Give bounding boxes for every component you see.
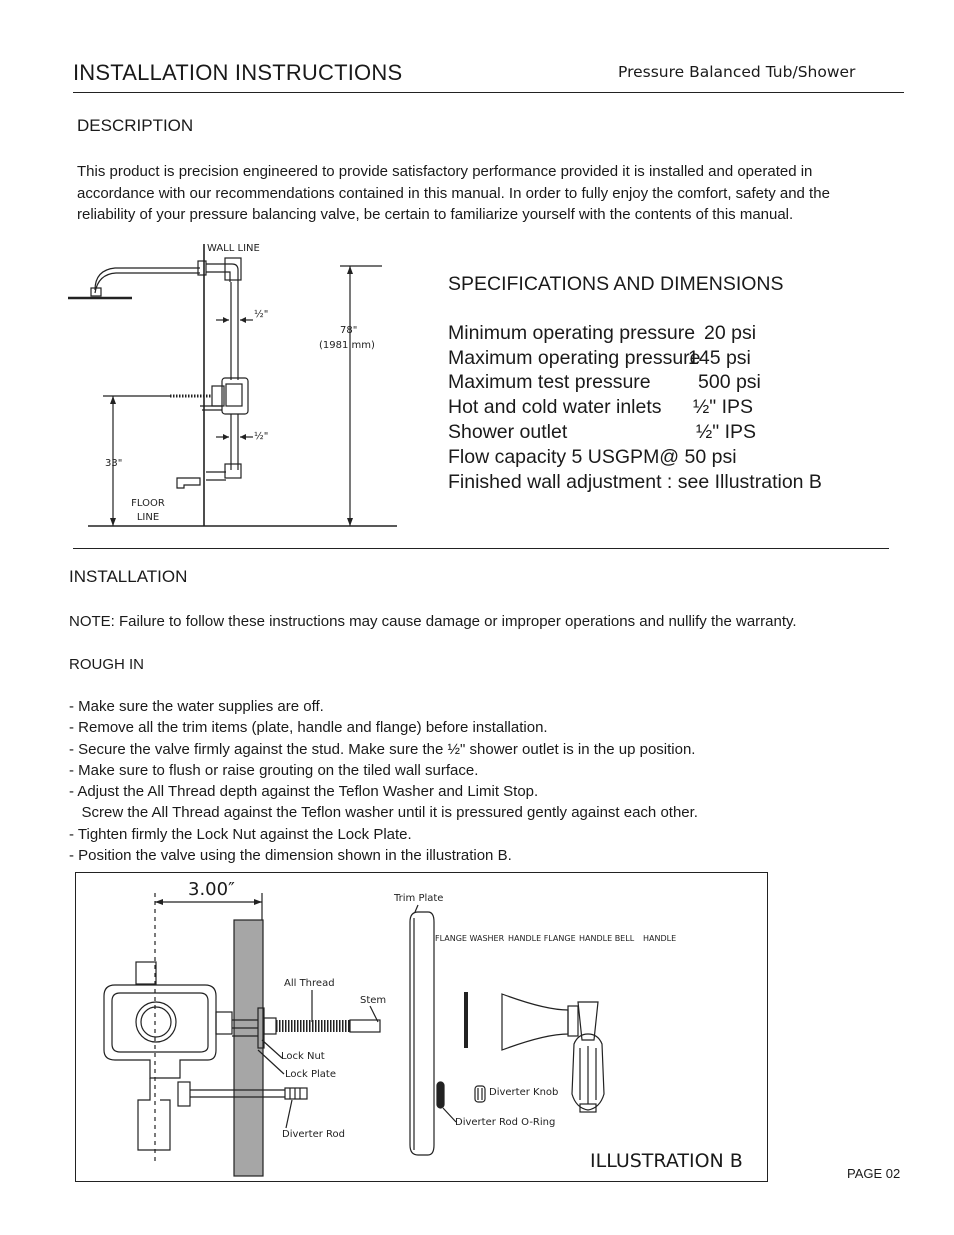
description-line: This product is precision engineered to provide satisfactory performance provided it is installed and operated in bbox=[77, 163, 813, 180]
list-item: - Tighten firmly the Lock Nut against the Lock Plate. bbox=[69, 825, 412, 843]
diverter-rod-oring-label: Diverter Rod O-Ring bbox=[455, 1117, 556, 1128]
rough-in-heading: ROUGH IN bbox=[69, 656, 144, 673]
half-inch-top-label: ½" bbox=[254, 309, 269, 320]
installation-note: NOTE: Failure to follow these instructions may cause damage or improper operations and nullify the warranty. bbox=[69, 613, 797, 630]
height-mm-label: (1981 mm) bbox=[319, 340, 375, 351]
half-inch-bottom-label: ½" bbox=[254, 431, 269, 442]
lock-plate-label: Lock Plate bbox=[285, 1069, 336, 1080]
list-item: - Remove all the trim items (plate, handle and flange) before installation. bbox=[69, 719, 548, 737]
all-thread-label: All Thread bbox=[284, 978, 335, 989]
description-line: reliability of your pressure balancing valve, be certain to familiarize yourself with the contents of this manual. bbox=[77, 206, 794, 223]
list-item: - Position the valve using the dimension shown in the illustration B. bbox=[69, 847, 512, 865]
stem-label: Stem bbox=[360, 995, 387, 1006]
list-item: - Make sure to flush or raise grouting on the tiled wall surface. bbox=[69, 761, 479, 779]
list-item: - Secure the valve firmly against the stud. Make sure the ½" shower outlet is in the up position. bbox=[69, 740, 696, 758]
list-item: - Make sure the water supplies are off. bbox=[69, 698, 324, 715]
specs-heading: SPECIFICATIONS AND DIMENSIONS bbox=[448, 273, 784, 295]
handle-label: HANDLE bbox=[643, 934, 677, 943]
description-heading: DESCRIPTION bbox=[77, 116, 194, 135]
wall-line-label: WALL LINE bbox=[207, 243, 260, 254]
list-item: - Adjust the All Thread depth against the Teflon Washer and Limit Stop. bbox=[69, 783, 539, 801]
diverter-knob-label: Diverter Knob bbox=[489, 1087, 559, 1098]
illustration-b-caption: ILLUSTRATION B bbox=[590, 1150, 743, 1172]
dimension-3-label: 3.00″ bbox=[188, 879, 235, 900]
spec-row: Minimum operating pressure 20 psi bbox=[448, 321, 757, 344]
handle-bell-label: HANDLE BELL bbox=[579, 934, 635, 943]
lock-nut-label: Lock Nut bbox=[281, 1051, 325, 1062]
description-line: accordance with our recommendations contained in this manual. In order to fully enjoy the comfort, safety and the bbox=[77, 184, 830, 202]
list-item: Screw the All Thread against the Teflon washer until it is pressured gently against each other. bbox=[69, 804, 698, 822]
height-33-label: 33" bbox=[105, 458, 123, 469]
height-78-label: 78" bbox=[340, 325, 358, 336]
spec-row: Flow capacity 5 USGPM@ 50 psi bbox=[448, 445, 737, 468]
spec-row: Maximum test pressure 500 psi bbox=[448, 371, 761, 394]
diverter-rod-label: Diverter Rod bbox=[282, 1129, 345, 1140]
spec-row: Shower outlet ½" IPS bbox=[448, 420, 757, 443]
page-number: PAGE 02 bbox=[847, 1166, 901, 1181]
spec-row: Finished wall adjustment : see Illustration B bbox=[448, 470, 822, 493]
floor-line-label: FLOOR LINE bbox=[131, 498, 165, 523]
spec-row: Hot and cold water inlets ½" IPS bbox=[448, 396, 754, 419]
spec-row: Maximum operating pressure 145 psi bbox=[448, 346, 751, 369]
handle-flange-label: HANDLE FLANGE bbox=[508, 934, 576, 943]
flange-washer-label: FLANGE WASHER bbox=[435, 934, 505, 943]
installation-heading: INSTALLATION bbox=[69, 567, 188, 586]
page-subtitle: Pressure Balanced Tub/Shower bbox=[618, 63, 856, 81]
page-title: INSTALLATION INSTRUCTIONS bbox=[73, 60, 403, 85]
trim-plate-label: Trim Plate bbox=[394, 893, 444, 904]
